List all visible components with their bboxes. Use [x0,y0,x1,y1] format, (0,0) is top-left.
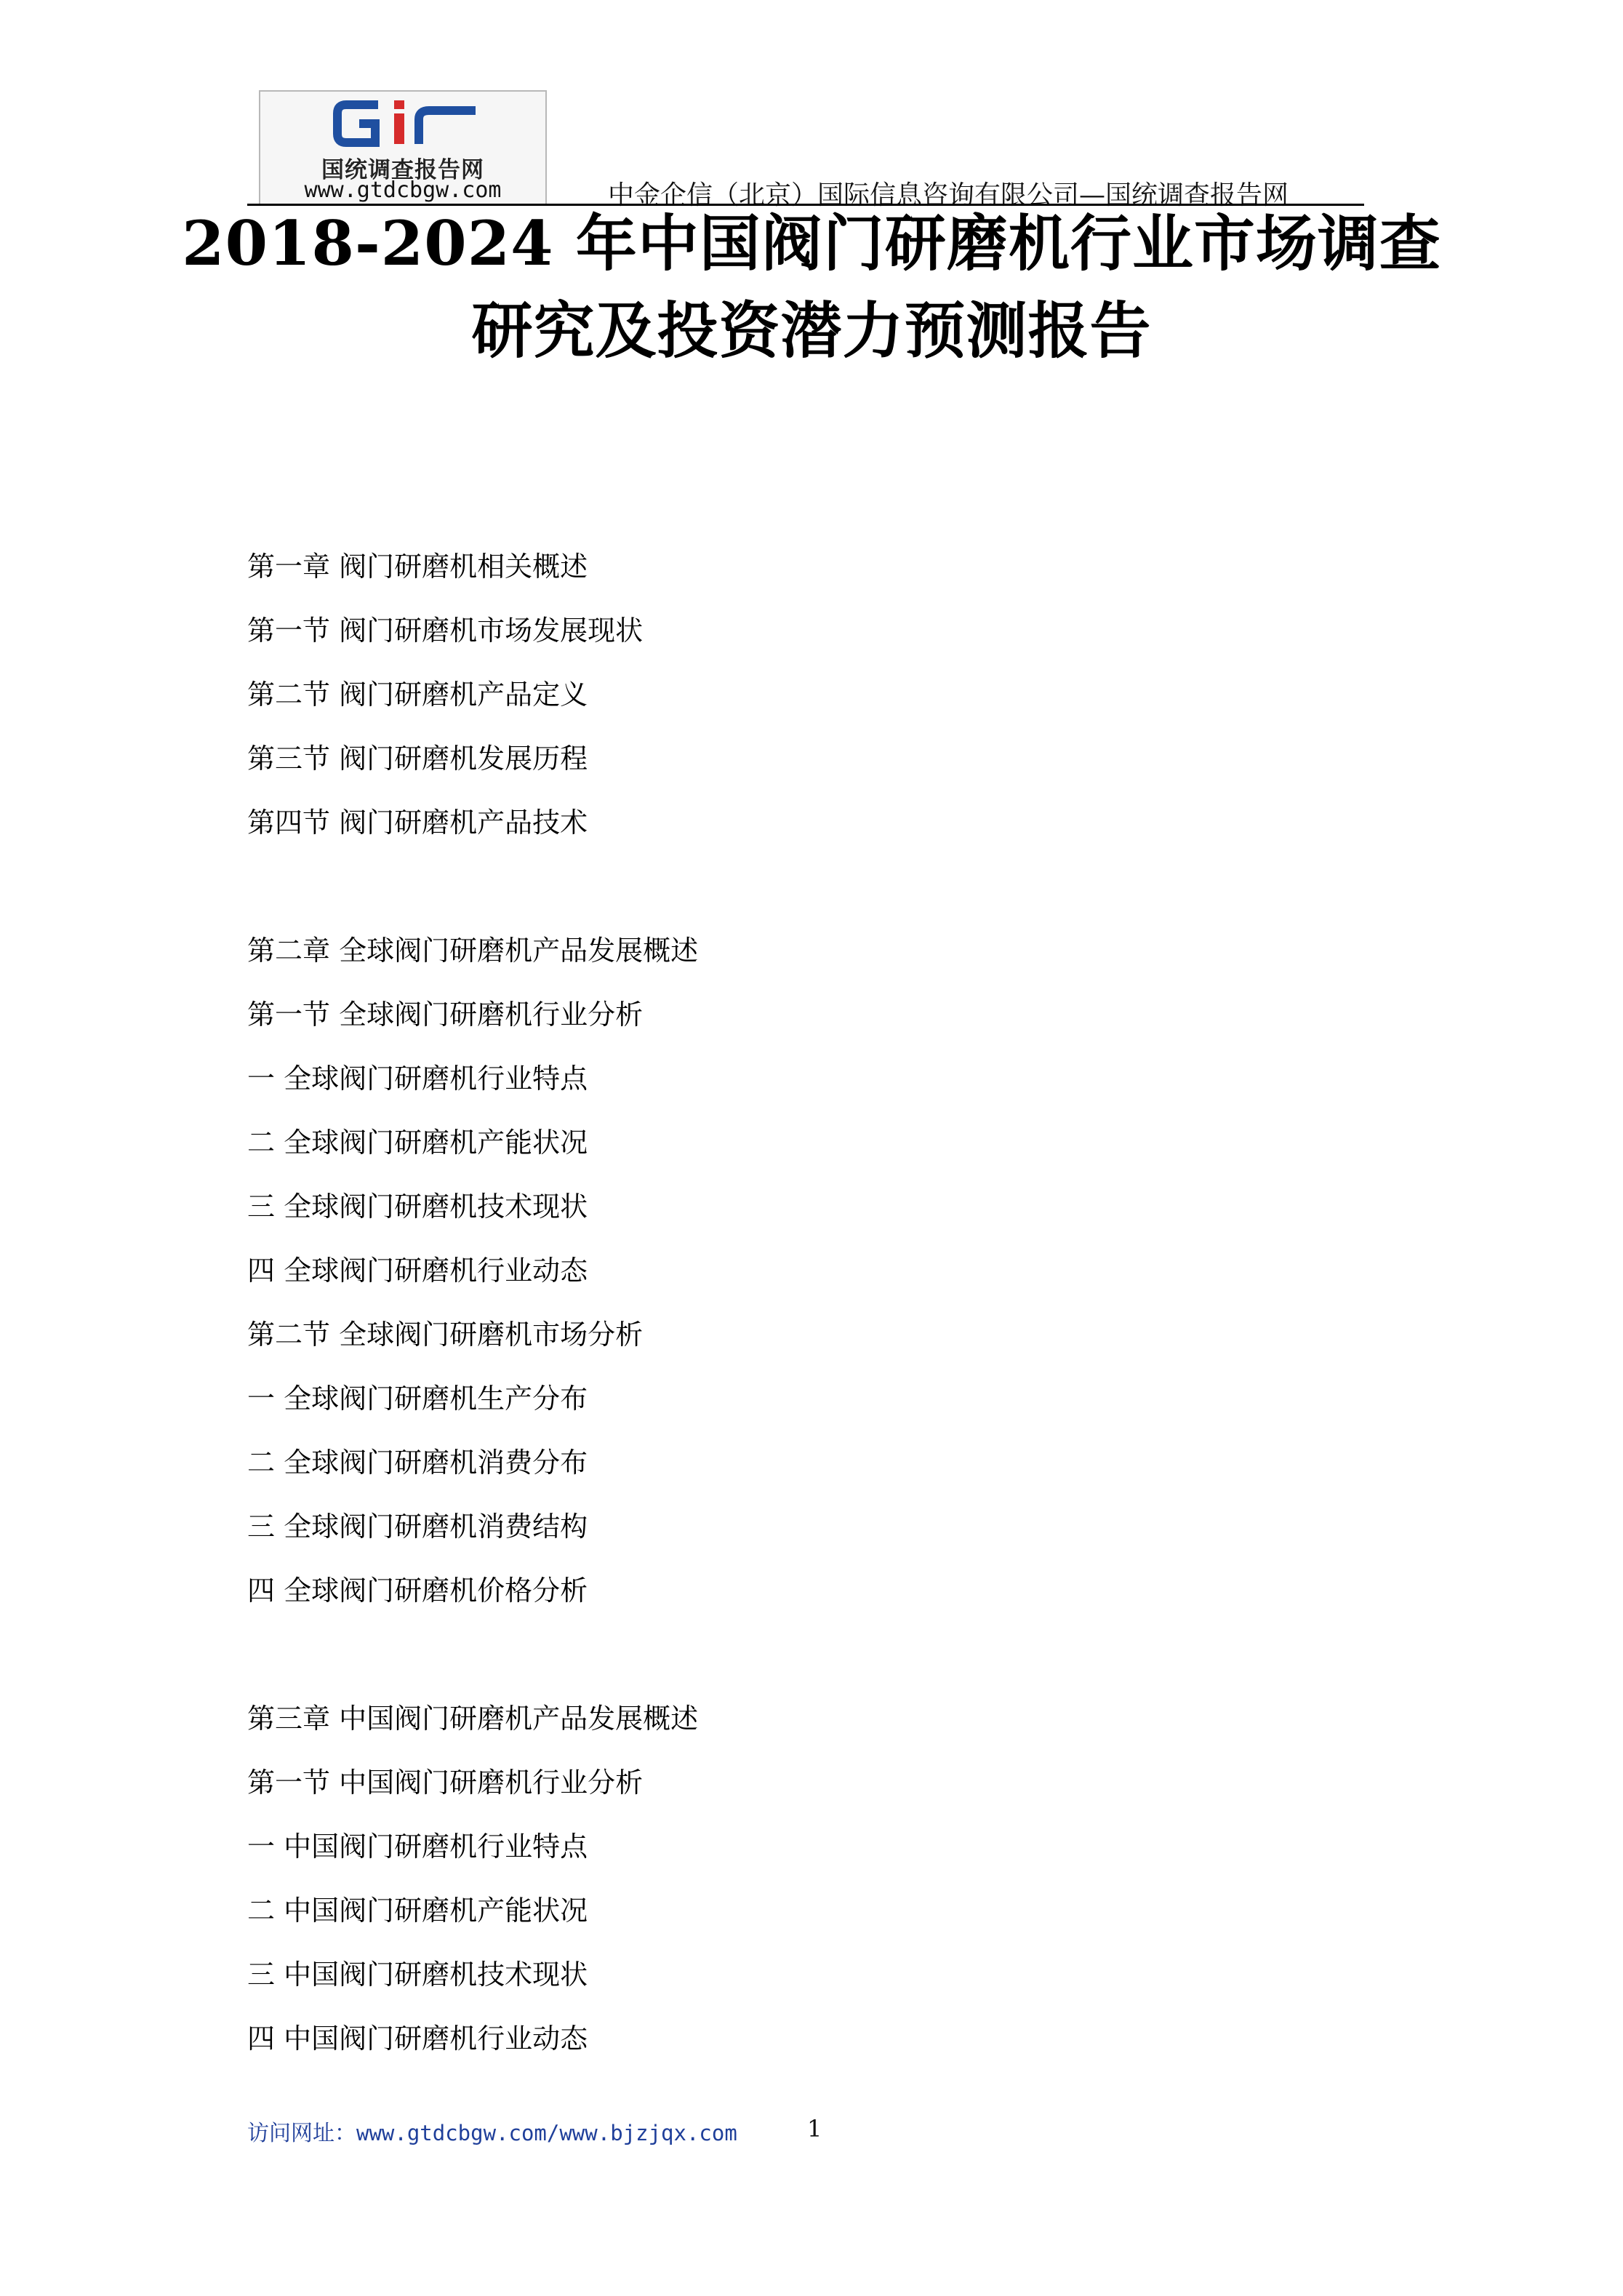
toc-subitem: 一 全球阀门研磨机行业特点 [247,1063,588,1095]
header-company-name: 中金企信（北京）国际信息咨询有限公司—国统调查报告网 [608,180,1289,210]
toc-subitem: 二 中国阀门研磨机产能状况 [247,1895,588,1927]
toc-section: 第二节 阀门研磨机产品定义 [247,679,588,711]
page-number: 1 [807,2115,822,2143]
toc-section: 第一节 中国阀门研磨机行业分析 [247,1767,644,1799]
logo-cn-name: 国统调查报告网 [321,157,484,183]
footer-visit-urls[interactable]: www.gtdcbgw.com/www.bjzjqx.com [356,2121,737,2145]
toc-subitem: 二 全球阀门研磨机产能状况 [247,1127,588,1159]
toc-section: 第一节 阀门研磨机市场发展现状 [247,615,644,647]
toc-subitem: 三 全球阀门研磨机消费结构 [247,1511,588,1543]
table-of-contents [247,548,698,2084]
toc-chapter-heading: 第二章 全球阀门研磨机产品发展概述 [247,935,699,967]
toc-chapter-heading: 第三章 中国阀门研磨机产品发展概述 [247,1703,699,1735]
toc-section: 第三节 阀门研磨机发展历程 [247,743,588,775]
toc-section: 第二节 全球阀门研磨机市场分析 [247,1319,644,1351]
report-title-line-2: 研究及投资潜力预测报告 [471,295,1152,367]
toc-subitem: 三 全球阀门研磨机技术现状 [247,1191,588,1223]
toc-subitem: 四 中国阀门研磨机行业动态 [247,2023,588,2055]
toc-subitem: 一 中国阀门研磨机行业特点 [247,1831,588,1863]
logo [259,90,547,205]
gir-logo-mark-icon [333,97,478,150]
toc-subitem: 三 中国阀门研磨机技术现状 [247,1959,588,1991]
toc-section: 第一节 全球阀门研磨机行业分析 [247,999,644,1031]
toc-subitem: 四 全球阀门研磨机价格分析 [247,1575,588,1607]
footer-visit-link[interactable] [247,2115,737,2147]
toc-subitem: 一 全球阀门研磨机生产分布 [247,1383,588,1415]
report-title-line-1: 2018-2024 年中国阀门研磨机行业市场调查 [182,207,1441,279]
toc-section: 第四节 阀门研磨机产品技术 [247,807,588,839]
toc-subitem: 四 全球阀门研磨机行业动态 [247,1255,588,1287]
footer-visit-label: 访问网址： [247,2121,356,2146]
logo-url: www.gtdcbgw.com [304,177,502,203]
toc-chapter-heading: 第一章 阀门研磨机相关概述 [247,551,588,583]
toc-subitem: 二 全球阀门研磨机消费分布 [247,1447,588,1479]
